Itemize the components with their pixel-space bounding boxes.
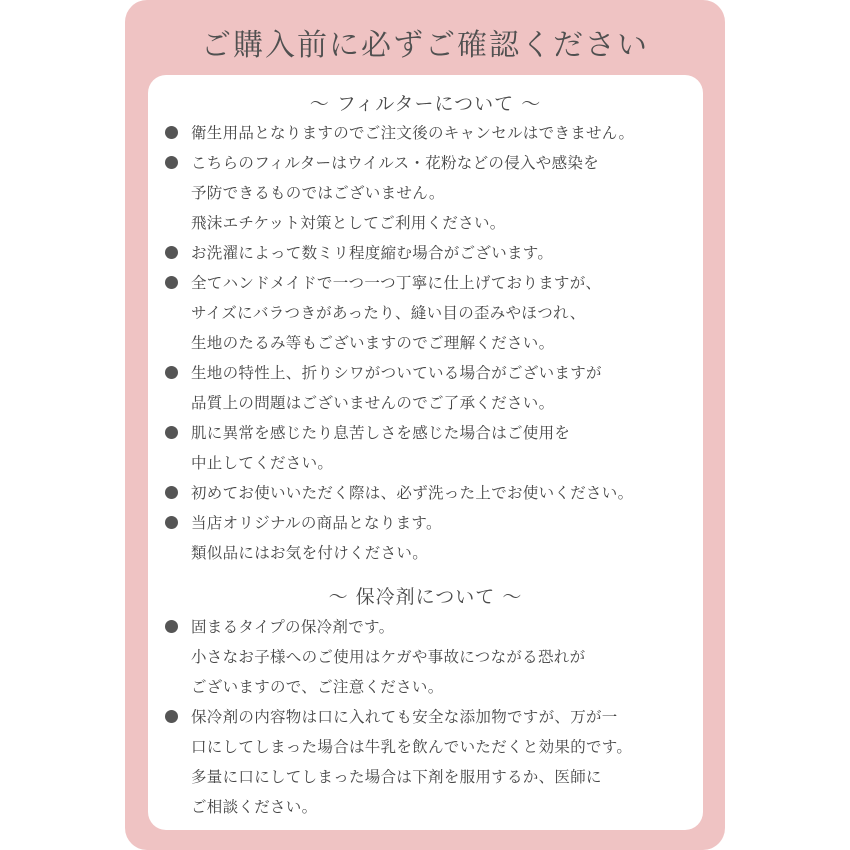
- filter-note-line: 類似品にはお気を付けください。: [191, 544, 429, 562]
- icepack-note-line: 口にしてしまった場合は牛乳を飲んでいただくと効果的です。: [191, 738, 633, 756]
- filter-note-line: 当店オリジナルの商品となります。: [191, 514, 442, 532]
- bullet-icon: [165, 710, 178, 723]
- filter-note-line: 生地のたるみ等もございますのでご理解ください。: [191, 334, 555, 352]
- filter-note-line: 肌に異常を感じたり息苦しさを感じた場合はご使用を: [191, 424, 571, 442]
- icepack-note-line: 保冷剤の内容物は口に入れても安全な添加物ですが、万が一: [191, 708, 618, 726]
- icepack-note-line: ございますので、ご注意ください。: [191, 678, 444, 696]
- bullet-icon: [165, 426, 178, 439]
- icepack-note-line: 固まるタイプの保冷剤です。: [191, 618, 395, 636]
- notice-panel: [148, 75, 703, 830]
- filter-note-line: サイズにバラつきがあったり、縫い目の歪みやほつれ、: [191, 304, 586, 322]
- section-heading-icepack: ～ 保冷剤について ～: [328, 586, 523, 608]
- filter-note-line: お洗濯によって数ミリ程度縮む場合がございます。: [191, 244, 554, 262]
- bullet-icon: [165, 366, 178, 379]
- notice-title: ご購入前に必ずご確認ください: [201, 28, 649, 63]
- bullet-icon: [165, 620, 178, 633]
- filter-note-line: 品質上の問題はございませんのでご了承ください。: [191, 394, 555, 412]
- bullet-icon: [165, 486, 178, 499]
- icepack-note-line: 小さなお子様へのご使用はケガや事故につながる恐れが: [191, 648, 586, 666]
- section-heading-filter: ～ フィルターについて ～: [309, 93, 542, 115]
- filter-note-line: 衛生用品となりますのでご注文後のキャンセルはできません。: [191, 124, 635, 142]
- bullet-icon: [165, 126, 178, 139]
- filter-note-line: 生地の特性上、折りシワがついている場合がございますが: [191, 364, 602, 382]
- bullet-icon: [165, 516, 178, 529]
- filter-note-line: 飛沫エチケット対策としてご利用ください。: [191, 214, 506, 232]
- icepack-note-line: ご相談ください。: [191, 798, 318, 816]
- notice-card: [125, 0, 725, 850]
- bullet-icon: [165, 156, 178, 169]
- icepack-note-line: 多量に口にしてしまった場合は下剤を服用するか、医師に: [191, 768, 602, 786]
- bullet-icon: [165, 276, 178, 289]
- filter-note-line: 初めてお使いいただく際は、必ず洗った上でお使いください。: [191, 484, 634, 502]
- filter-note-line: こちらのフィルターはウイルス・花粉などの侵入や感染を: [191, 154, 600, 172]
- filter-note-line: 予防できるものではございません。: [191, 184, 445, 202]
- filter-note-line: 全てハンドメイドで一つ一つ丁寧に仕上げておりますが、: [191, 274, 602, 292]
- bullet-icon: [165, 246, 178, 259]
- filter-note-line: 中止してください。: [191, 454, 334, 472]
